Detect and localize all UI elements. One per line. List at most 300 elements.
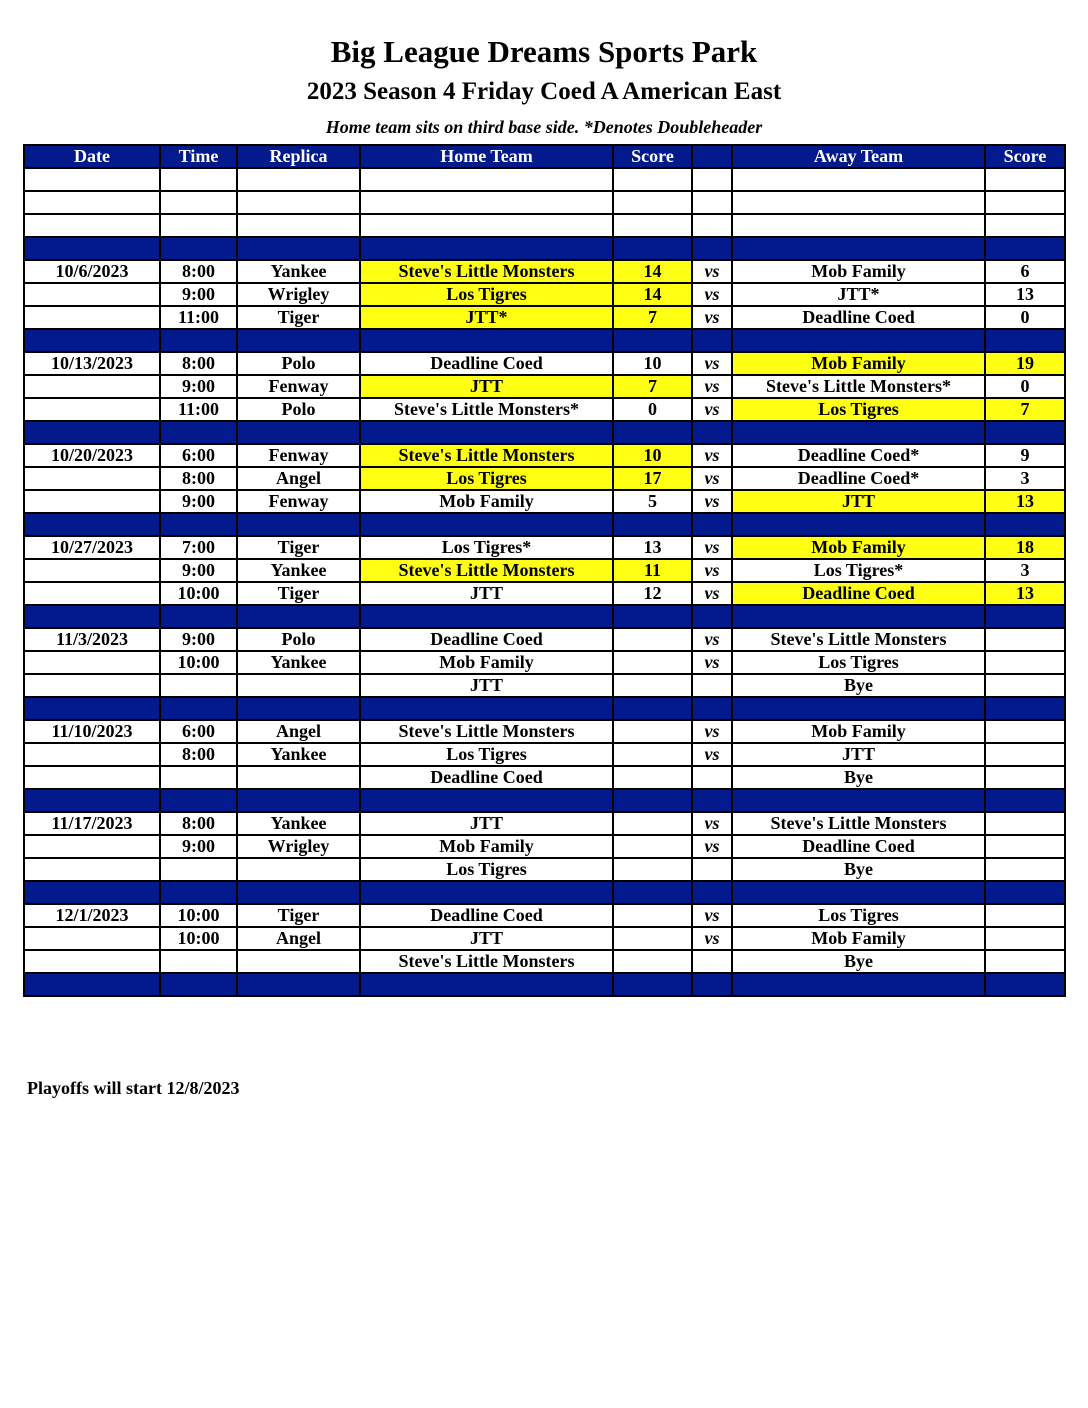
away-score-cell bbox=[985, 674, 1065, 697]
separator-cell bbox=[613, 513, 692, 536]
away-team-cell: Deadline Coed bbox=[732, 306, 985, 329]
away-score-cell: 13 bbox=[985, 582, 1065, 605]
separator-cell bbox=[613, 237, 692, 260]
separator-cell bbox=[692, 329, 732, 352]
away-team-cell: Deadline Coed bbox=[732, 582, 985, 605]
home-team-cell: JTT bbox=[360, 674, 613, 697]
away-score-cell bbox=[985, 904, 1065, 927]
separator-cell bbox=[613, 789, 692, 812]
separator-cell bbox=[360, 513, 613, 536]
home-score-cell: 13 bbox=[613, 536, 692, 559]
week-separator-row bbox=[24, 605, 1065, 628]
replica-cell: Polo bbox=[237, 352, 360, 375]
date-cell: 12/1/2023 bbox=[24, 904, 160, 927]
home-team-cell: Los Tigres bbox=[360, 858, 613, 881]
game-row bbox=[24, 214, 1065, 237]
home-score-cell bbox=[613, 835, 692, 858]
separator-cell bbox=[732, 973, 985, 996]
home-team-cell: Deadline Coed bbox=[360, 628, 613, 651]
game-row bbox=[24, 651, 1065, 674]
separator-cell bbox=[24, 329, 160, 352]
separator-cell bbox=[985, 513, 1065, 536]
replica-cell: Yankee bbox=[237, 651, 360, 674]
col-header-vs bbox=[692, 145, 732, 168]
vs-label: vs bbox=[692, 352, 732, 375]
home-team-cell: Steve's Little Monsters bbox=[360, 444, 613, 467]
separator-cell bbox=[613, 697, 692, 720]
vs-label bbox=[692, 950, 732, 973]
away-score-cell bbox=[985, 743, 1065, 766]
replica-cell bbox=[237, 168, 360, 191]
game-row bbox=[24, 444, 1065, 467]
home-team-cell: Steve's Little Monsters bbox=[360, 260, 613, 283]
home-team-cell: Deadline Coed bbox=[360, 352, 613, 375]
away-score-cell bbox=[985, 858, 1065, 881]
vs-label bbox=[692, 766, 732, 789]
away-team-cell: JTT bbox=[732, 490, 985, 513]
separator-cell bbox=[24, 237, 160, 260]
game-row bbox=[24, 927, 1065, 950]
vs-label bbox=[692, 214, 732, 237]
date-cell: 10/13/2023 bbox=[24, 352, 160, 375]
col-header-time: Time bbox=[160, 145, 237, 168]
vs-label: vs bbox=[692, 283, 732, 306]
time-cell bbox=[160, 674, 237, 697]
away-team-cell: Bye bbox=[732, 766, 985, 789]
date-cell bbox=[24, 214, 160, 237]
playoffs-note: Playoffs will start 12/8/2023 bbox=[27, 1078, 240, 1098]
vs-label: vs bbox=[692, 375, 732, 398]
vs-label: vs bbox=[692, 398, 732, 421]
home-team-cell: Steve's Little Monsters bbox=[360, 720, 613, 743]
away-team-cell: Bye bbox=[732, 858, 985, 881]
separator-cell bbox=[160, 513, 237, 536]
home-score-cell bbox=[613, 214, 692, 237]
away-score-cell bbox=[985, 628, 1065, 651]
home-team-cell: JTT bbox=[360, 375, 613, 398]
vs-label: vs bbox=[692, 904, 732, 927]
separator-cell bbox=[732, 697, 985, 720]
game-row bbox=[24, 904, 1065, 927]
replica-cell bbox=[237, 766, 360, 789]
separator-cell bbox=[732, 605, 985, 628]
week-separator-row bbox=[24, 973, 1065, 996]
home-score-cell bbox=[613, 191, 692, 214]
home-score-cell bbox=[613, 904, 692, 927]
away-team-cell: Bye bbox=[732, 674, 985, 697]
away-score-cell bbox=[985, 651, 1065, 674]
schedule-body bbox=[24, 168, 1065, 996]
time-cell: 9:00 bbox=[160, 490, 237, 513]
separator-cell bbox=[732, 881, 985, 904]
date-cell bbox=[24, 559, 160, 582]
replica-cell: Polo bbox=[237, 398, 360, 421]
vs-label: vs bbox=[692, 260, 732, 283]
game-row bbox=[24, 306, 1065, 329]
vs-label: vs bbox=[692, 628, 732, 651]
away-score-cell: 7 bbox=[985, 398, 1065, 421]
home-score-cell bbox=[613, 674, 692, 697]
game-row bbox=[24, 720, 1065, 743]
time-cell bbox=[160, 214, 237, 237]
away-team-cell: Mob Family bbox=[732, 352, 985, 375]
separator-cell bbox=[692, 421, 732, 444]
separator-cell bbox=[24, 421, 160, 444]
game-row bbox=[24, 858, 1065, 881]
date-cell bbox=[24, 651, 160, 674]
separator-cell bbox=[237, 605, 360, 628]
away-score-cell: 19 bbox=[985, 352, 1065, 375]
home-score-cell bbox=[613, 651, 692, 674]
date-cell bbox=[24, 766, 160, 789]
away-score-cell bbox=[985, 950, 1065, 973]
time-cell bbox=[160, 766, 237, 789]
time-cell: 8:00 bbox=[160, 743, 237, 766]
time-cell: 10:00 bbox=[160, 651, 237, 674]
vs-label: vs bbox=[692, 927, 732, 950]
game-row bbox=[24, 950, 1065, 973]
time-cell: 9:00 bbox=[160, 559, 237, 582]
date-cell: 11/10/2023 bbox=[24, 720, 160, 743]
game-row bbox=[24, 582, 1065, 605]
home-score-cell bbox=[613, 927, 692, 950]
separator-cell bbox=[24, 513, 160, 536]
separator-cell bbox=[985, 789, 1065, 812]
replica-cell bbox=[237, 950, 360, 973]
time-cell: 8:00 bbox=[160, 467, 237, 490]
replica-cell: Wrigley bbox=[237, 283, 360, 306]
home-score-cell: 7 bbox=[613, 375, 692, 398]
vs-label: vs bbox=[692, 743, 732, 766]
away-team-cell: Steve's Little Monsters bbox=[732, 628, 985, 651]
separator-cell bbox=[732, 237, 985, 260]
separator-cell bbox=[160, 421, 237, 444]
separator-cell bbox=[360, 605, 613, 628]
time-cell: 9:00 bbox=[160, 835, 237, 858]
separator-cell bbox=[237, 789, 360, 812]
home-score-cell bbox=[613, 720, 692, 743]
separator-cell bbox=[24, 789, 160, 812]
game-row bbox=[24, 743, 1065, 766]
vs-label: vs bbox=[692, 490, 732, 513]
separator-cell bbox=[985, 237, 1065, 260]
home-team-cell bbox=[360, 191, 613, 214]
separator-cell bbox=[360, 881, 613, 904]
separator-cell bbox=[237, 329, 360, 352]
home-team-cell: JTT bbox=[360, 927, 613, 950]
away-score-cell bbox=[985, 191, 1065, 214]
replica-cell: Angel bbox=[237, 467, 360, 490]
week-separator-row bbox=[24, 789, 1065, 812]
page-subtitle: 2023 Season 4 Friday Coed A American East bbox=[306, 78, 782, 105]
vs-label bbox=[692, 858, 732, 881]
separator-cell bbox=[692, 973, 732, 996]
date-cell: 10/27/2023 bbox=[24, 536, 160, 559]
date-cell bbox=[24, 582, 160, 605]
separator-cell bbox=[692, 605, 732, 628]
page-note: Home team sits on third base side. *Denotes Doubleheader bbox=[325, 117, 763, 137]
home-score-cell bbox=[613, 628, 692, 651]
home-score-cell: 7 bbox=[613, 306, 692, 329]
separator-cell bbox=[360, 421, 613, 444]
away-score-cell: 13 bbox=[985, 490, 1065, 513]
date-cell: 10/6/2023 bbox=[24, 260, 160, 283]
home-team-cell: JTT bbox=[360, 812, 613, 835]
separator-cell bbox=[24, 697, 160, 720]
away-team-cell: Mob Family bbox=[732, 720, 985, 743]
home-score-cell: 17 bbox=[613, 467, 692, 490]
replica-cell bbox=[237, 858, 360, 881]
separator-cell bbox=[360, 329, 613, 352]
vs-label: vs bbox=[692, 720, 732, 743]
away-team-cell bbox=[732, 191, 985, 214]
away-team-cell bbox=[732, 168, 985, 191]
away-team-cell: JTT bbox=[732, 743, 985, 766]
col-header-replica: Replica bbox=[237, 145, 360, 168]
home-score-cell: 12 bbox=[613, 582, 692, 605]
away-score-cell: 6 bbox=[985, 260, 1065, 283]
separator-cell bbox=[732, 329, 985, 352]
separator-cell bbox=[160, 605, 237, 628]
separator-cell bbox=[732, 513, 985, 536]
separator-cell bbox=[237, 973, 360, 996]
date-cell bbox=[24, 674, 160, 697]
separator-cell bbox=[732, 789, 985, 812]
replica-cell: Polo bbox=[237, 628, 360, 651]
date-cell: 11/17/2023 bbox=[24, 812, 160, 835]
separator-cell bbox=[160, 329, 237, 352]
separator-cell bbox=[160, 237, 237, 260]
game-row bbox=[24, 674, 1065, 697]
table-header-row bbox=[24, 145, 1065, 168]
date-cell bbox=[24, 398, 160, 421]
game-row bbox=[24, 352, 1065, 375]
replica-cell: Angel bbox=[237, 927, 360, 950]
home-score-cell bbox=[613, 766, 692, 789]
date-cell bbox=[24, 306, 160, 329]
away-score-cell: 13 bbox=[985, 283, 1065, 306]
home-team-cell: Deadline Coed bbox=[360, 904, 613, 927]
home-team-cell: Steve's Little Monsters bbox=[360, 559, 613, 582]
game-row bbox=[24, 191, 1065, 214]
away-score-cell: 0 bbox=[985, 375, 1065, 398]
col-header-date: Date bbox=[24, 145, 160, 168]
replica-cell: Tiger bbox=[237, 306, 360, 329]
week-separator-row bbox=[24, 513, 1065, 536]
away-team-cell: Mob Family bbox=[732, 260, 985, 283]
replica-cell: Angel bbox=[237, 720, 360, 743]
away-score-cell: 3 bbox=[985, 467, 1065, 490]
vs-label bbox=[692, 168, 732, 191]
game-row bbox=[24, 490, 1065, 513]
replica-cell: Yankee bbox=[237, 743, 360, 766]
home-score-cell: 14 bbox=[613, 283, 692, 306]
date-cell bbox=[24, 283, 160, 306]
home-score-cell: 0 bbox=[613, 398, 692, 421]
separator-cell bbox=[360, 973, 613, 996]
home-team-cell: JTT bbox=[360, 582, 613, 605]
vs-label bbox=[692, 674, 732, 697]
col-header-home-score: Score bbox=[613, 145, 692, 168]
home-score-cell bbox=[613, 812, 692, 835]
vs-label: vs bbox=[692, 306, 732, 329]
time-cell: 11:00 bbox=[160, 306, 237, 329]
home-team-cell: JTT* bbox=[360, 306, 613, 329]
time-cell: 7:00 bbox=[160, 536, 237, 559]
date-cell bbox=[24, 467, 160, 490]
replica-cell: Tiger bbox=[237, 536, 360, 559]
game-row bbox=[24, 628, 1065, 651]
away-team-cell: Mob Family bbox=[732, 536, 985, 559]
game-row bbox=[24, 283, 1065, 306]
vs-label: vs bbox=[692, 812, 732, 835]
separator-cell bbox=[237, 237, 360, 260]
time-cell: 6:00 bbox=[160, 720, 237, 743]
time-cell: 8:00 bbox=[160, 260, 237, 283]
time-cell bbox=[160, 191, 237, 214]
away-team-cell: Bye bbox=[732, 950, 985, 973]
vs-label: vs bbox=[692, 582, 732, 605]
separator-cell bbox=[237, 421, 360, 444]
separator-cell bbox=[160, 881, 237, 904]
separator-cell bbox=[985, 329, 1065, 352]
home-team-cell: Steve's Little Monsters* bbox=[360, 398, 613, 421]
time-cell: 10:00 bbox=[160, 582, 237, 605]
game-row bbox=[24, 559, 1065, 582]
separator-cell bbox=[692, 881, 732, 904]
game-row bbox=[24, 467, 1065, 490]
schedule-table bbox=[23, 144, 1066, 997]
week-separator-row bbox=[24, 881, 1065, 904]
replica-cell: Tiger bbox=[237, 582, 360, 605]
home-score-cell bbox=[613, 168, 692, 191]
replica-cell: Yankee bbox=[237, 812, 360, 835]
date-cell: 10/20/2023 bbox=[24, 444, 160, 467]
replica-cell bbox=[237, 674, 360, 697]
away-team-cell: Los Tigres* bbox=[732, 559, 985, 582]
vs-label: vs bbox=[692, 835, 732, 858]
date-cell bbox=[24, 950, 160, 973]
separator-cell bbox=[237, 697, 360, 720]
replica-cell bbox=[237, 214, 360, 237]
separator-cell bbox=[160, 789, 237, 812]
away-score-cell: 18 bbox=[985, 536, 1065, 559]
vs-label: vs bbox=[692, 467, 732, 490]
away-team-cell: Deadline Coed* bbox=[732, 444, 985, 467]
game-row bbox=[24, 398, 1065, 421]
time-cell: 10:00 bbox=[160, 904, 237, 927]
away-team-cell: Mob Family bbox=[732, 927, 985, 950]
separator-cell bbox=[237, 513, 360, 536]
vs-label: vs bbox=[692, 444, 732, 467]
home-score-cell bbox=[613, 950, 692, 973]
home-team-cell bbox=[360, 168, 613, 191]
home-team-cell: Los Tigres* bbox=[360, 536, 613, 559]
time-cell bbox=[160, 168, 237, 191]
away-team-cell: Steve's Little Monsters* bbox=[732, 375, 985, 398]
separator-cell bbox=[613, 881, 692, 904]
date-cell bbox=[24, 743, 160, 766]
game-row bbox=[24, 835, 1065, 858]
replica-cell: Yankee bbox=[237, 559, 360, 582]
separator-cell bbox=[732, 421, 985, 444]
date-cell bbox=[24, 490, 160, 513]
away-team-cell: Deadline Coed bbox=[732, 835, 985, 858]
away-score-cell bbox=[985, 168, 1065, 191]
date-cell bbox=[24, 375, 160, 398]
home-score-cell: 14 bbox=[613, 260, 692, 283]
separator-cell bbox=[692, 789, 732, 812]
home-team-cell: Steve's Little Monsters bbox=[360, 950, 613, 973]
time-cell: 9:00 bbox=[160, 375, 237, 398]
replica-cell bbox=[237, 191, 360, 214]
date-cell bbox=[24, 858, 160, 881]
replica-cell: Yankee bbox=[237, 260, 360, 283]
separator-cell bbox=[692, 513, 732, 536]
home-team-cell: Los Tigres bbox=[360, 743, 613, 766]
replica-cell: Fenway bbox=[237, 375, 360, 398]
separator-cell bbox=[360, 237, 613, 260]
away-team-cell: Deadline Coed* bbox=[732, 467, 985, 490]
separator-cell bbox=[613, 605, 692, 628]
vs-label: vs bbox=[692, 536, 732, 559]
date-cell bbox=[24, 927, 160, 950]
separator-cell bbox=[613, 421, 692, 444]
time-cell: 8:00 bbox=[160, 352, 237, 375]
replica-cell: Wrigley bbox=[237, 835, 360, 858]
week-separator-row bbox=[24, 697, 1065, 720]
date-cell bbox=[24, 835, 160, 858]
replica-cell: Tiger bbox=[237, 904, 360, 927]
col-header-home-team: Home Team bbox=[360, 145, 613, 168]
separator-cell bbox=[692, 237, 732, 260]
home-team-cell: Deadline Coed bbox=[360, 766, 613, 789]
time-cell: 6:00 bbox=[160, 444, 237, 467]
game-row bbox=[24, 168, 1065, 191]
away-team-cell bbox=[732, 214, 985, 237]
home-score-cell: 11 bbox=[613, 559, 692, 582]
home-score-cell: 5 bbox=[613, 490, 692, 513]
week-separator-row bbox=[24, 329, 1065, 352]
away-score-cell bbox=[985, 766, 1065, 789]
date-cell bbox=[24, 168, 160, 191]
away-score-cell bbox=[985, 835, 1065, 858]
date-cell: 11/3/2023 bbox=[24, 628, 160, 651]
time-cell: 11:00 bbox=[160, 398, 237, 421]
week-separator-row bbox=[24, 237, 1065, 260]
vs-label: vs bbox=[692, 559, 732, 582]
away-team-cell: JTT* bbox=[732, 283, 985, 306]
separator-cell bbox=[24, 605, 160, 628]
away-team-cell: Los Tigres bbox=[732, 904, 985, 927]
col-header-away-score: Score bbox=[985, 145, 1065, 168]
away-score-cell: 0 bbox=[985, 306, 1065, 329]
page-title: Big League Dreams Sports Park bbox=[330, 34, 758, 69]
game-row bbox=[24, 766, 1065, 789]
home-team-cell: Los Tigres bbox=[360, 283, 613, 306]
away-score-cell: 9 bbox=[985, 444, 1065, 467]
separator-cell bbox=[692, 697, 732, 720]
away-team-cell: Los Tigres bbox=[732, 398, 985, 421]
vs-label bbox=[692, 191, 732, 214]
game-row bbox=[24, 536, 1065, 559]
away-score-cell bbox=[985, 214, 1065, 237]
home-team-cell bbox=[360, 214, 613, 237]
separator-cell bbox=[160, 697, 237, 720]
replica-cell: Fenway bbox=[237, 490, 360, 513]
away-score-cell bbox=[985, 812, 1065, 835]
away-score-cell bbox=[985, 927, 1065, 950]
